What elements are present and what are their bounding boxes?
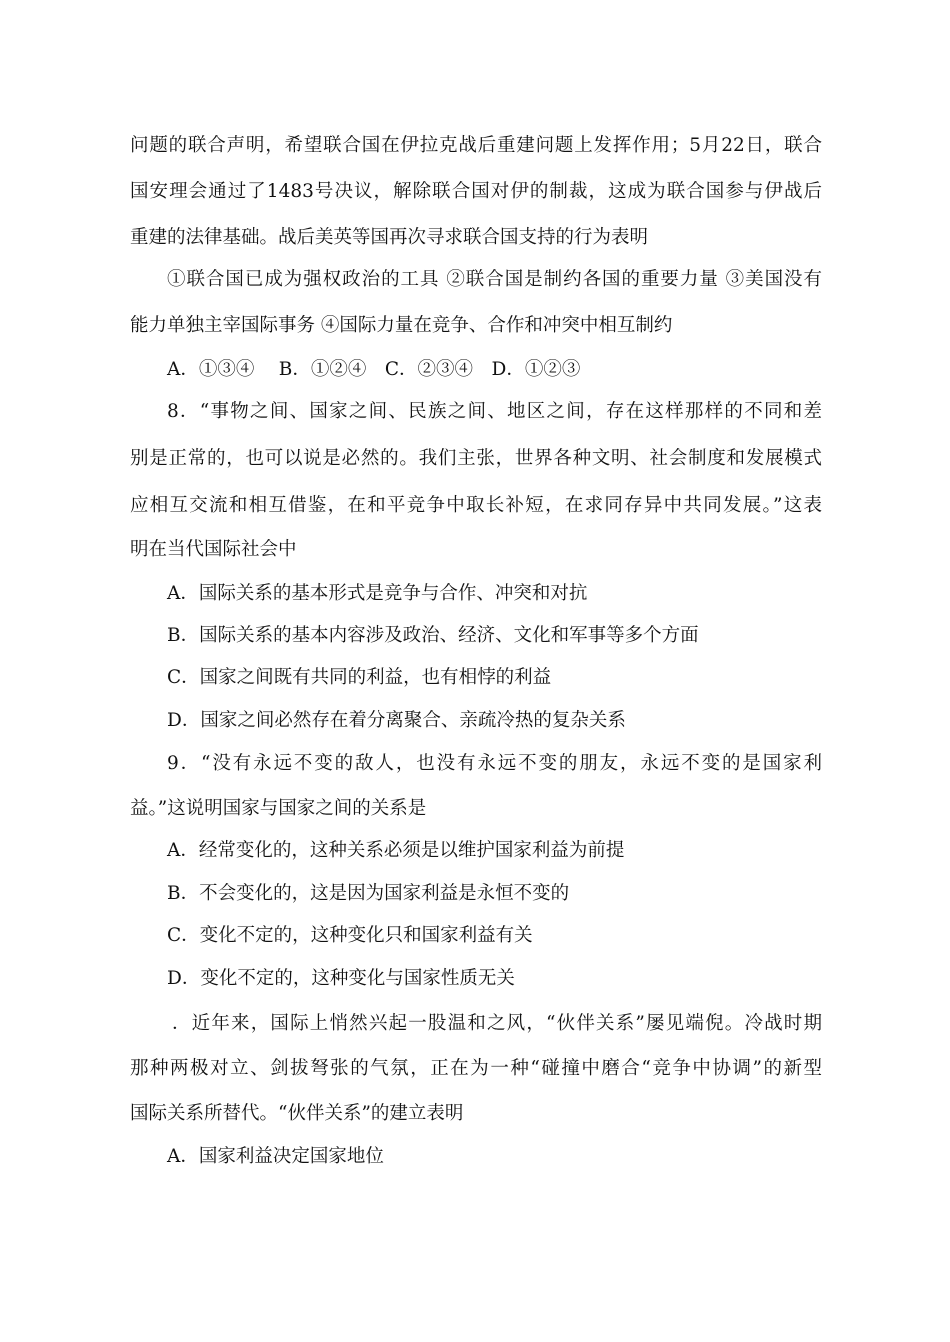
q10-stem-line-3: 国际关系所替代。“伙伴关系”的建立表明 bbox=[130, 1103, 464, 1124]
q8-option-c: C．国家之间既有共同的利益，也有相悖的利益 bbox=[167, 667, 552, 688]
q8-option-b: B．国际关系的基本内容涉及政治、经济、文化和军事等多个方面 bbox=[167, 625, 699, 646]
q9-option-d: D．变化不定的，这种变化与国家性质无关 bbox=[167, 968, 515, 989]
q7-statements-line-1: ①联合国已成为强权政治的工具 ②联合国是制约各国的重要力量 ③美国没有 bbox=[167, 269, 822, 290]
q8-stem-line-2: 别是正常的，也可以说是必然的。我们主张，世界各种文明、社会制度和发展模式 bbox=[130, 448, 822, 469]
q8-stem-line-3: 应相互交流和相互借鉴，在和平竞争中取长补短，在求同存异中共同发展。”这表 bbox=[130, 495, 822, 516]
q7-answer-options: A．①③④ B．①②④ C．②③④ D．①②③ bbox=[167, 359, 581, 380]
q7-stem-line-1: 问题的联合声明，希望联合国在伊拉克战后重建问题上发挥作用；5月22日，联合 bbox=[130, 135, 822, 156]
q9-stem-line-2: 益。”这说明国家与国家之间的关系是 bbox=[130, 798, 427, 819]
q9-option-b: B．不会变化的，这是因为国家利益是永恒不变的 bbox=[167, 883, 570, 904]
q9-option-c: C．变化不定的，这种变化只和国家利益有关 bbox=[167, 925, 533, 946]
q7-statements-line-2: 能力单独主宰国际事务 ④国际力量在竞争、合作和冲突中相互制约 bbox=[130, 315, 673, 336]
q10-stem-line-1: ．近年来，国际上悄然兴起一股温和之风，“伙伴关系”屡见端倪。冷战时期 bbox=[172, 1013, 822, 1034]
q9-stem-line-1: 9．“没有永远不变的敌人，也没有永远不变的朋友，永远不变的是国家利 bbox=[167, 753, 822, 774]
q7-stem-line-3: 重建的法律基础。战后美英等国再次寻求联合国支持的行为表明 bbox=[130, 227, 649, 248]
q10-option-a: A．国家利益决定国家地位 bbox=[167, 1146, 384, 1167]
q7-stem-line-2: 国安理会通过了1483号决议，解除联合国对伊的制裁，这成为联合国参与伊战后 bbox=[130, 181, 822, 202]
q8-option-d: D．国家之间必然存在着分离聚合、亲疏冷热的复杂关系 bbox=[167, 710, 626, 731]
q9-option-a: A．经常变化的，这种关系必须是以维护国家利益为前提 bbox=[167, 840, 625, 861]
q10-stem-line-2: 那种两极对立、剑拔弩张的气氛，正在为一种“碰撞中磨合“竞争中协调”的新型 bbox=[130, 1058, 822, 1079]
q8-option-a: A．国际关系的基本形式是竞争与合作、冲突和对抗 bbox=[167, 583, 588, 604]
q8-stem-line-4: 明在当代国际社会中 bbox=[130, 539, 297, 560]
q8-stem-line-1: 8．“事物之间、国家之间、民族之间、地区之间，存在这样那样的不同和差 bbox=[167, 401, 822, 422]
